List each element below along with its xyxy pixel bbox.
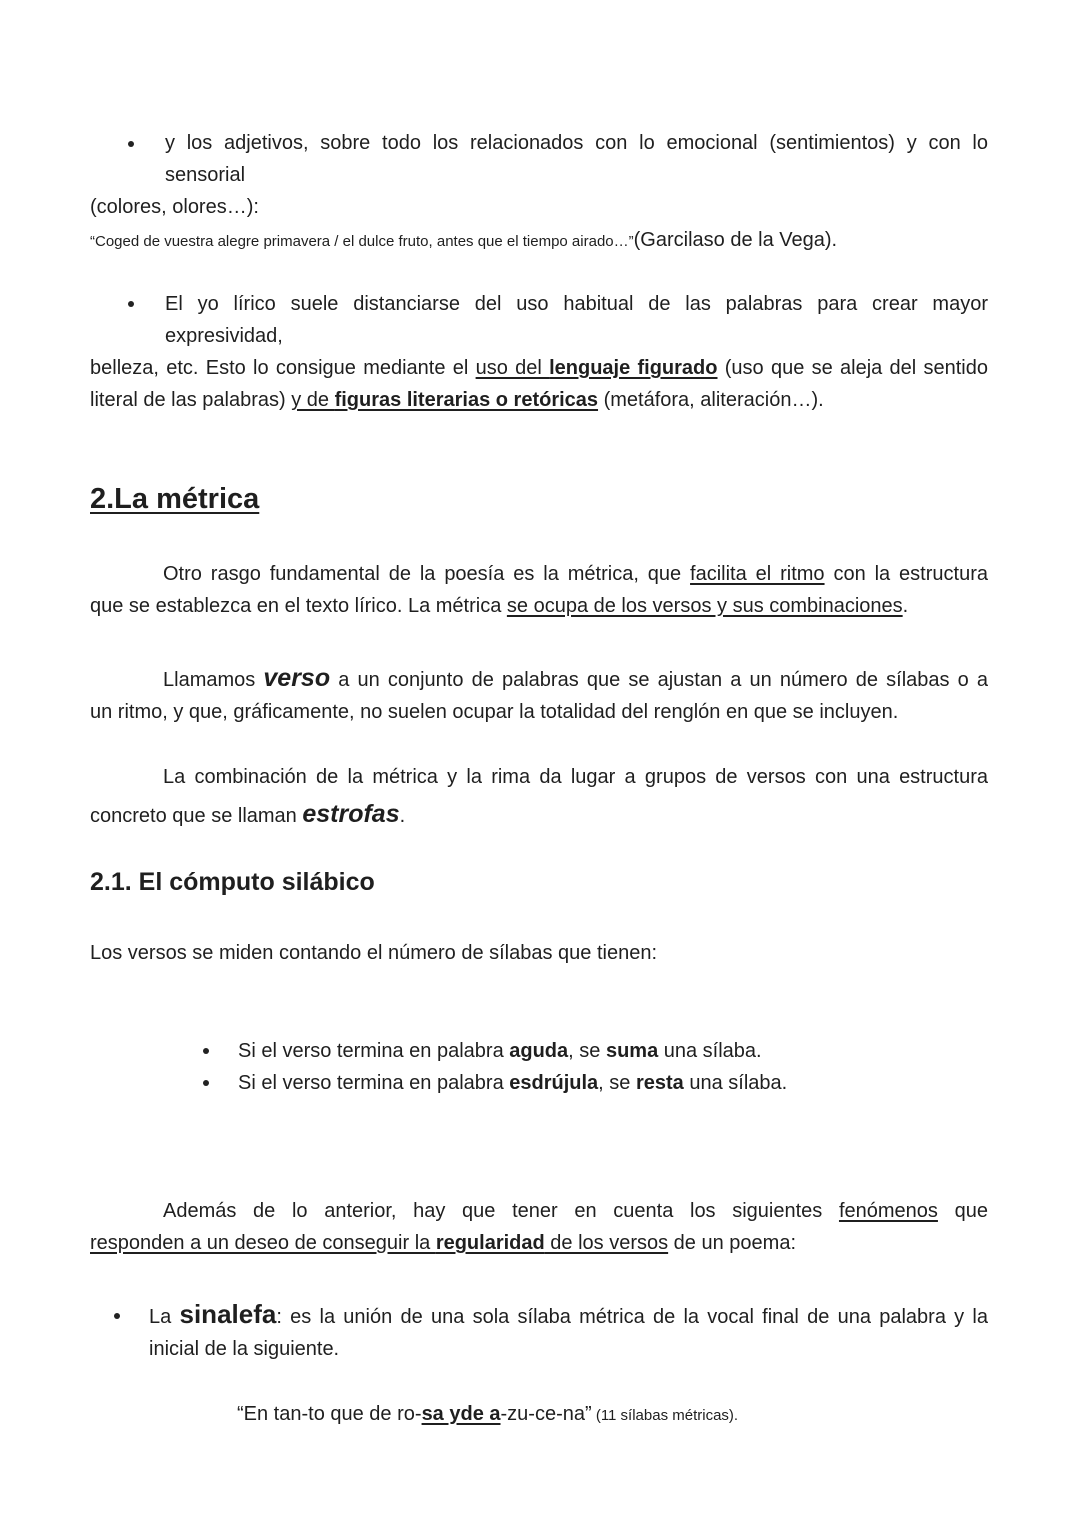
underlined-text bbox=[90, 1232, 668, 1254]
underlined-text: fenómenos bbox=[838, 1200, 938, 1222]
text-run: Otro rasgo fundamental de la poesía es la métrica, que bbox=[163, 563, 691, 585]
text-run: a un conjunto de palabras que se ajustan a un número de sílabas o a bbox=[330, 669, 989, 691]
bold-term: aguda bbox=[509, 1040, 569, 1062]
list-item-line bbox=[149, 1298, 988, 1333]
paragraph-line bbox=[90, 1227, 796, 1259]
text-run: una sílaba. bbox=[683, 1072, 788, 1094]
quote-line bbox=[90, 224, 837, 258]
list-item-line: inicial de la siguiente. bbox=[149, 1338, 340, 1360]
bullet-dot bbox=[203, 1048, 209, 1054]
section-heading: 2.La métrica bbox=[90, 483, 260, 515]
subsection-heading: 2.1. El cómputo silábico bbox=[90, 868, 375, 896]
text-run: . bbox=[399, 805, 406, 827]
text-run: , se bbox=[598, 1072, 636, 1094]
text-run: Llamamos bbox=[163, 669, 264, 691]
bold-term: resta bbox=[635, 1072, 684, 1094]
text-run: “En tan-to que de ro- bbox=[237, 1403, 422, 1425]
list-item-line bbox=[238, 1035, 762, 1067]
bullet-dot bbox=[128, 301, 134, 307]
bold-term: lenguaje figurado bbox=[549, 357, 718, 379]
list-item-line: sensorial bbox=[165, 164, 246, 186]
text-run: concreto que se llaman bbox=[90, 805, 303, 827]
bullet-dot bbox=[203, 1080, 209, 1086]
paragraph-line bbox=[163, 1195, 988, 1227]
text-run: (metáfora, aliteración…). bbox=[598, 389, 824, 411]
paragraph-line: un ritmo, y que, gráficamente, no suelen ocupar la totalidad del renglón en que se incluyen. bbox=[90, 701, 899, 723]
paragraph-line bbox=[163, 662, 988, 696]
text-run: y de bbox=[291, 389, 335, 411]
text-run: responden a un deseo de conseguir la bbox=[90, 1232, 436, 1254]
underlined-text: se ocupa de los versos y sus combinaciones bbox=[506, 595, 903, 617]
list-item-line: y los adjetivos, sobre todo los relacionados con lo emocional (sentimientos) y con lo bbox=[165, 132, 988, 154]
underlined-text bbox=[291, 389, 598, 411]
paragraph-line bbox=[90, 590, 908, 622]
text-run: -zu-ce-na” bbox=[500, 1403, 592, 1425]
underlined-text: sa yde a bbox=[421, 1403, 501, 1425]
paragraph-line bbox=[163, 558, 988, 590]
text-run: belleza, etc. Esto lo consigue mediante el bbox=[90, 357, 476, 379]
bold-term: figuras literarias o retóricas bbox=[334, 389, 599, 411]
text-run: (uso que se aleja del sentido bbox=[717, 357, 988, 379]
paragraph-line: La combinación de la métrica y la rima da lugar a grupos de versos con una estructura bbox=[163, 766, 988, 788]
text-run: , se bbox=[568, 1040, 606, 1062]
poem-quote: “Coged de vuestra alegre primavera / el dulce fruto, antes que el tiempo airado…” bbox=[90, 233, 634, 250]
paragraph-line: Los versos se miden contando el número de sílabas que tienen: bbox=[90, 942, 658, 964]
bullet-dot bbox=[128, 141, 134, 147]
example-verse bbox=[237, 1398, 738, 1432]
text-run: . bbox=[902, 595, 909, 617]
list-item-line bbox=[238, 1067, 787, 1099]
key-term: estrofas bbox=[302, 800, 400, 828]
text-run: literal de las palabras) bbox=[90, 389, 292, 411]
text-run: de un poema: bbox=[668, 1232, 796, 1254]
bold-term: esdrújula bbox=[509, 1072, 599, 1094]
text-run: Si el verso termina en palabra bbox=[238, 1072, 510, 1094]
text-run: Además de lo anterior, hay que tener en cuenta los siguientes bbox=[163, 1200, 839, 1222]
text-run: con la estructura bbox=[824, 563, 988, 585]
paragraph-line bbox=[90, 352, 988, 384]
bold-term: suma bbox=[605, 1040, 659, 1062]
bold-term: regularidad bbox=[435, 1232, 545, 1254]
text-run: uso del bbox=[475, 357, 550, 379]
key-term: sinalefa bbox=[179, 1299, 277, 1329]
text-run: Si el verso termina en palabra bbox=[238, 1040, 510, 1062]
text-run: de los versos bbox=[544, 1232, 669, 1254]
list-item-line: expresividad, bbox=[165, 325, 283, 347]
text-run: una sílaba. bbox=[658, 1040, 762, 1062]
text-run: La bbox=[149, 1306, 180, 1328]
syllable-note: (11 sílabas métricas). bbox=[591, 1407, 739, 1424]
text-run: que se establezca en el texto lírico. La métrica bbox=[90, 595, 507, 617]
paragraph-line bbox=[90, 384, 824, 416]
paragraph-line bbox=[90, 798, 405, 832]
text-run: que bbox=[937, 1200, 988, 1222]
bullet-dot bbox=[114, 1313, 120, 1319]
underlined-text bbox=[476, 357, 718, 379]
paragraph-line: (colores, olores…): bbox=[90, 196, 259, 218]
key-term: verso bbox=[263, 664, 331, 692]
text-run: : es la unión de una sola sílaba métrica de la vocal final de una palabra y la bbox=[276, 1306, 988, 1328]
underlined-text: facilita el ritmo bbox=[690, 563, 825, 585]
list-item-line: El yo lírico suele distanciarse del uso habitual de las palabras para crear mayor bbox=[165, 293, 988, 315]
quote-author: (Garcilaso de la Vega). bbox=[633, 229, 838, 251]
